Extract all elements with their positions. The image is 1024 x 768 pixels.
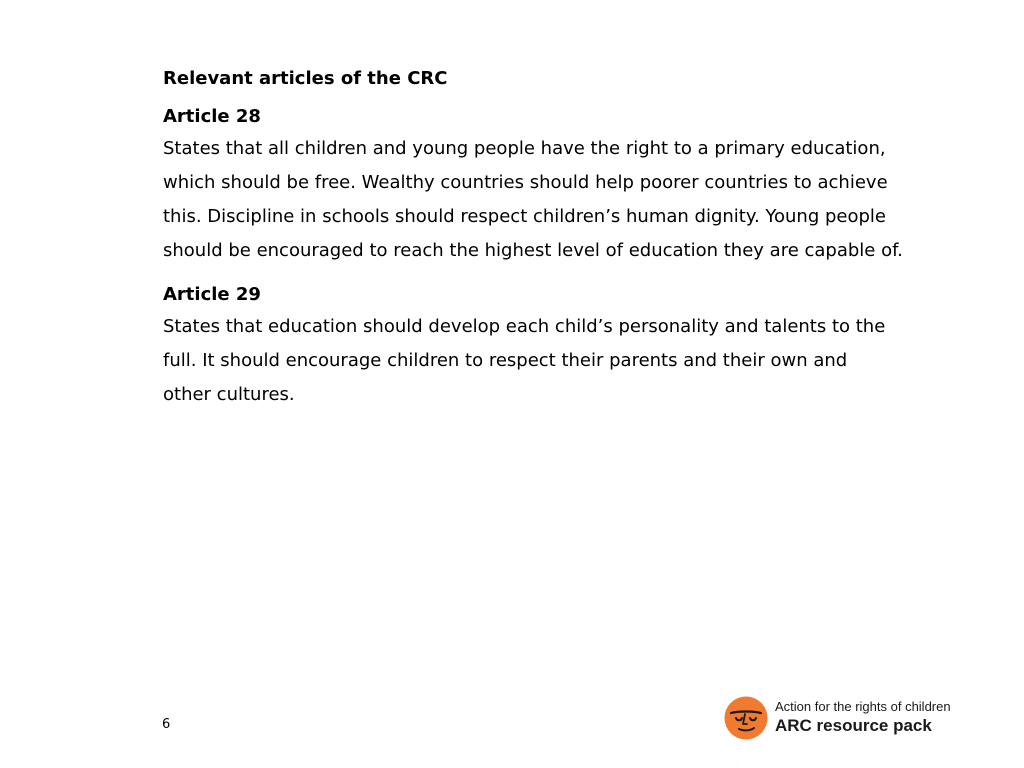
article-body-line: States that all children and young people have the right to a primary education,	[163, 138, 886, 159]
logo-text	[775, 699, 975, 737]
arc-face-logo-icon	[724, 696, 768, 740]
article-body-line: this. Discipline in schools should respect children’s human dignity. Young people	[163, 206, 886, 227]
arc-logo	[724, 696, 974, 742]
page-number: 6	[162, 717, 171, 732]
article-title: Article 28	[163, 106, 261, 127]
article-body-line: States that education should develop each child’s personality and talents to the	[163, 316, 886, 337]
logo-tagline: Action for the rights of children	[775, 699, 951, 714]
article-28	[163, 104, 1008, 268]
document-content	[163, 66, 1008, 412]
article-body	[163, 132, 1008, 268]
article-body-line: should be encouraged to reach the highest level of education they are capable of.	[163, 240, 903, 261]
article-title: Article 29	[163, 284, 261, 305]
logo-name: ARC resource pack	[775, 716, 932, 735]
article-body	[163, 310, 1008, 412]
article-body-line: other cultures.	[163, 384, 295, 405]
article-body-line: full. It should encourage children to respect their parents and their own and	[163, 350, 848, 371]
section-heading: Relevant articles of the CRC	[163, 68, 448, 89]
article-29	[163, 282, 1008, 412]
article-body-line: which should be free. Wealthy countries should help poorer countries to achieve	[163, 172, 888, 193]
